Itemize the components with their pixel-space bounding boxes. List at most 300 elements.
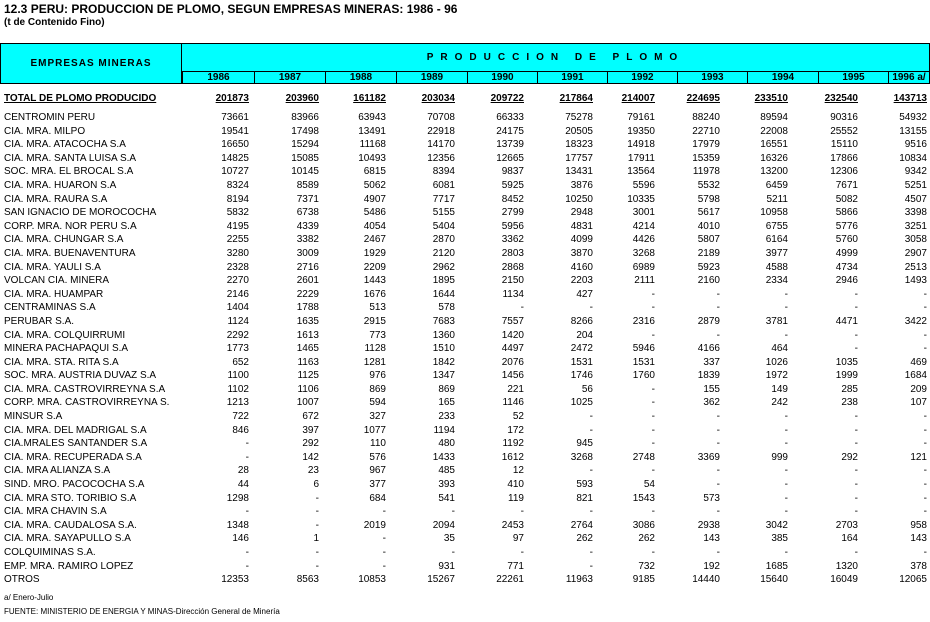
value-cell: 3042 [765, 519, 788, 531]
value-cell: 2938 [697, 519, 720, 531]
value-cell: - [854, 411, 858, 423]
value-cell: 22261 [496, 574, 524, 586]
company-name: CIA. MRA. YAULI S.A [4, 261, 101, 273]
table-row [0, 206, 930, 220]
value-cell: - [589, 302, 593, 314]
value-cell: 3870 [570, 247, 593, 259]
value-cell: 1192 [502, 438, 524, 450]
value-cell: 97 [512, 533, 524, 545]
value-cell: 11963 [565, 574, 593, 586]
value-cell: 6989 [632, 261, 655, 273]
value-cell: 1929 [363, 247, 386, 259]
value-cell: 5798 [697, 193, 720, 205]
table-row [0, 519, 930, 533]
value-cell: 1102 [227, 383, 249, 395]
value-cell: 2111 [634, 275, 655, 287]
value-cell: - [716, 438, 720, 450]
value-cell: - [854, 506, 858, 518]
value-cell: 2962 [432, 261, 455, 273]
value-cell: 3977 [765, 247, 788, 259]
value-cell: - [651, 465, 655, 477]
value-cell: 1320 [835, 560, 858, 572]
value-cell: - [651, 288, 655, 300]
header-year: 1990 [467, 71, 537, 84]
company-name: CIA.MRALES SANTANDER S.A [4, 438, 148, 450]
value-cell: 1163 [297, 356, 319, 368]
value-cell: 2150 [501, 275, 524, 287]
value-cell: 1348 [226, 519, 249, 531]
value-cell: - [784, 288, 788, 300]
value-cell: - [451, 547, 455, 558]
value-cell: 79161 [627, 112, 655, 123]
value-cell: 8194 [226, 193, 249, 205]
company-name: COLQUIMINAS S.A. [4, 547, 96, 558]
value-cell: 292 [841, 451, 858, 463]
value-cell: 14170 [427, 139, 455, 151]
value-cell: 1360 [432, 329, 455, 341]
value-cell: 121 [910, 451, 927, 463]
value-cell: 201873 [215, 93, 249, 104]
header-empresas: EMPRESAS MINERAS [0, 43, 182, 84]
value-cell: 4195 [226, 220, 249, 232]
value-cell: 10145 [291, 166, 319, 178]
value-cell: 2870 [432, 234, 455, 246]
value-cell: 2868 [501, 261, 524, 273]
table-row [0, 464, 930, 478]
company-name: CIA. MRA. HUAMPAR [4, 288, 104, 300]
value-cell: 25552 [830, 125, 858, 137]
value-cell: 17979 [692, 139, 720, 151]
value-cell: 1613 [296, 329, 319, 341]
value-cell: 70708 [427, 112, 455, 123]
value-cell: 2748 [632, 451, 655, 463]
value-cell: 4054 [363, 220, 386, 232]
value-cell: - [923, 329, 927, 341]
value-cell: 146 [232, 533, 249, 545]
table-row [0, 478, 930, 492]
value-cell: 10853 [358, 574, 386, 586]
table-row [0, 288, 930, 302]
company-name: PERUBAR S.A. [4, 315, 75, 327]
company-name: SOC. MRA. AUSTRIA DUVAZ S.A [4, 370, 157, 382]
value-cell: 4099 [570, 234, 593, 246]
company-name: OTROS [4, 574, 40, 586]
value-cell: 1684 [904, 370, 927, 382]
value-cell: 5925 [501, 179, 524, 191]
value-cell: 12 [512, 465, 524, 477]
value-cell: 23 [307, 465, 319, 477]
value-cell: 73661 [221, 112, 249, 123]
value-cell: 221 [507, 383, 524, 395]
value-cell: 573 [703, 492, 720, 504]
table-row [0, 410, 930, 424]
value-cell: 1213 [226, 397, 249, 409]
page-title: 12.3 PERU: PRODUCCION DE PLOMO, SEGUN EMPRESAS MINERAS: 1986 - 96 [4, 2, 458, 16]
value-cell: 204 [576, 329, 593, 341]
value-cell: - [315, 492, 319, 504]
footnote: a/ Enero-Julio [4, 593, 54, 602]
value-cell: - [245, 438, 249, 450]
header-year: 1986 [182, 71, 254, 84]
value-cell: - [589, 506, 593, 518]
value-cell: 9516 [904, 139, 927, 151]
value-cell: - [520, 506, 524, 518]
value-cell: - [382, 533, 386, 545]
value-cell: - [923, 424, 927, 436]
value-cell: 1531 [570, 356, 593, 368]
value-cell: 1895 [432, 275, 455, 287]
value-cell: 652 [232, 356, 249, 368]
value-cell: - [651, 547, 655, 558]
value-cell: 143 [910, 533, 927, 545]
value-cell: 1404 [226, 302, 249, 314]
value-cell: - [784, 506, 788, 518]
table-row [0, 138, 930, 152]
value-cell: 821 [576, 492, 593, 504]
value-cell: - [923, 465, 927, 477]
table-row [0, 505, 930, 519]
value-cell: - [651, 506, 655, 518]
value-cell: 2203 [570, 275, 593, 287]
value-cell: 999 [771, 451, 788, 463]
header-year: 1987 [254, 71, 325, 84]
company-name: CIA. MRA STO. TORIBIO S.A [4, 492, 137, 504]
company-name: CIA. MRA. HUARON S.A [4, 179, 117, 191]
value-cell: 13739 [496, 139, 524, 151]
value-cell: - [589, 465, 593, 477]
value-cell: 8394 [432, 166, 455, 178]
value-cell: - [854, 479, 858, 491]
value-cell: - [854, 329, 858, 341]
value-cell: 2703 [835, 519, 858, 531]
value-cell: 2094 [432, 519, 455, 531]
value-cell: 3009 [296, 247, 319, 259]
value-cell: 672 [302, 411, 319, 423]
value-cell: - [520, 302, 524, 314]
value-cell: 15267 [427, 574, 455, 586]
value-cell: 732 [638, 560, 655, 572]
value-cell: 2453 [501, 519, 524, 531]
value-cell: 967 [369, 465, 386, 477]
value-cell: - [651, 302, 655, 314]
value-cell: 4907 [363, 193, 386, 205]
company-name: CORP. MRA. CASTROVIRREYNA S. [4, 397, 170, 409]
value-cell: 3268 [632, 247, 655, 259]
value-cell: 6 [313, 479, 319, 491]
value-cell: - [923, 302, 927, 314]
value-cell: 19350 [627, 125, 655, 137]
value-cell: 19541 [221, 125, 249, 137]
value-cell: 203960 [285, 93, 319, 104]
source-note: FUENTE: MINISTERIO DE ENERGIA Y MINAS-Dirección General de Minería [4, 607, 280, 616]
value-cell: 6815 [363, 166, 386, 178]
value-cell: 10958 [760, 207, 788, 219]
table-row [0, 247, 930, 261]
value-cell: 192 [703, 560, 720, 572]
table-row [0, 111, 930, 125]
value-cell: 2907 [904, 247, 927, 259]
value-cell: 9837 [501, 166, 524, 178]
value-cell: 2334 [765, 275, 788, 287]
table-row [0, 546, 930, 560]
value-cell: - [589, 560, 593, 572]
value-cell: 869 [438, 383, 455, 395]
value-cell: - [315, 506, 319, 518]
value-cell: - [854, 465, 858, 477]
value-cell: - [854, 302, 858, 314]
value-cell: 1125 [297, 370, 319, 382]
value-cell: 773 [369, 329, 386, 341]
value-cell: 3398 [904, 207, 927, 219]
value-cell: - [854, 438, 858, 450]
value-cell: 12665 [496, 152, 524, 164]
company-name: CIA. MRA. CASTROVIRREYNA S.A [4, 383, 166, 395]
value-cell: 5532 [697, 179, 720, 191]
value-cell: 5596 [632, 179, 655, 191]
value-cell: 869 [369, 383, 386, 395]
value-cell: - [716, 329, 720, 341]
value-cell: 63943 [358, 112, 386, 123]
page-subtitle: (t de Contenido Fino) [4, 17, 105, 28]
value-cell: 5155 [432, 207, 455, 219]
value-cell: - [854, 547, 858, 558]
company-name: CIA. MRA. STA. RITA S.A [4, 356, 119, 368]
value-cell: 6755 [765, 220, 788, 232]
company-name: CENTRAMINAS S.A [4, 302, 96, 314]
value-cell: 13491 [358, 125, 386, 137]
value-cell: - [784, 302, 788, 314]
value-cell: 5923 [697, 261, 720, 273]
value-cell: 1465 [296, 343, 319, 355]
value-cell: 16049 [830, 574, 858, 586]
value-cell: 846 [232, 424, 249, 436]
value-cell: 2879 [697, 315, 720, 327]
value-cell: 1999 [835, 370, 858, 382]
value-cell: 1298 [226, 492, 249, 504]
table-row [0, 193, 930, 207]
value-cell: 1007 [296, 397, 319, 409]
value-cell: 9185 [632, 574, 655, 586]
table-row [0, 573, 930, 587]
value-cell: 12356 [427, 152, 455, 164]
value-cell: - [923, 492, 927, 504]
value-cell: 2716 [296, 261, 319, 273]
value-cell: - [716, 302, 720, 314]
value-cell: 1773 [226, 343, 249, 355]
table-row [0, 301, 930, 315]
value-cell: - [854, 343, 858, 355]
value-cell: 66333 [496, 112, 524, 123]
value-cell: 1676 [363, 288, 386, 300]
table-row [0, 315, 930, 329]
value-cell: 217864 [559, 93, 593, 104]
company-name: CIA. MRA. DEL MADRIGAL S.A [4, 424, 147, 436]
company-name: CORP. MRA. NOR PERU S.A [4, 220, 137, 232]
value-cell: 541 [438, 492, 455, 504]
value-cell: 5082 [835, 193, 858, 205]
table-row [0, 261, 930, 275]
value-cell: 1134 [502, 288, 524, 300]
value-cell: - [716, 506, 720, 518]
value-cell: 594 [369, 397, 386, 409]
value-cell: 513 [369, 302, 386, 314]
value-cell: 378 [910, 560, 927, 572]
company-name: CIA. MRA. RAURA S.A [4, 193, 108, 205]
value-cell: - [589, 547, 593, 558]
value-cell: 1644 [432, 288, 455, 300]
value-cell: 393 [438, 479, 455, 491]
value-cell: - [784, 479, 788, 491]
header-year: 1994 [747, 71, 818, 84]
table-row [0, 329, 930, 343]
value-cell: 7557 [501, 315, 524, 327]
company-name: SIND. MRO. PACOCOCHA S.A [4, 479, 145, 491]
value-cell: 16326 [760, 152, 788, 164]
value-cell: - [651, 397, 655, 409]
value-cell: 4010 [697, 220, 720, 232]
value-cell: - [589, 411, 593, 423]
table-row [0, 560, 930, 574]
value-cell: 2472 [570, 343, 593, 355]
value-cell: 327 [369, 411, 386, 423]
value-cell: 7717 [432, 193, 455, 205]
table-row [0, 383, 930, 397]
value-cell: 22710 [692, 125, 720, 137]
value-cell: 28 [237, 465, 249, 477]
value-cell: 3280 [226, 247, 249, 259]
value-cell: 17911 [627, 152, 655, 164]
value-cell: 7683 [432, 315, 455, 327]
value-cell: - [315, 547, 319, 558]
table-row [0, 437, 930, 451]
value-cell: 56 [581, 383, 593, 395]
company-name: SAN IGNACIO DE MOROCOCHA [4, 207, 157, 219]
value-cell: 1685 [765, 560, 788, 572]
table-row [0, 274, 930, 288]
value-cell: 2189 [697, 247, 720, 259]
value-cell: 143 [703, 533, 720, 545]
value-cell: 5617 [697, 207, 720, 219]
value-cell: 4426 [632, 234, 655, 246]
value-cell: 1510 [432, 343, 455, 355]
table-row [0, 356, 930, 370]
value-cell: 2467 [363, 234, 386, 246]
value-cell: 3382 [296, 234, 319, 246]
value-cell: 1347 [432, 370, 455, 382]
value-cell: 1493 [904, 275, 927, 287]
value-cell: - [923, 479, 927, 491]
header-years [182, 71, 930, 84]
header-year: 1996 a/ [888, 71, 930, 84]
value-cell: 5956 [501, 220, 524, 232]
company-name: MINSUR S.A [4, 411, 63, 423]
value-cell: - [245, 560, 249, 572]
value-cell: 485 [438, 465, 455, 477]
value-cell: 480 [438, 438, 455, 450]
value-cell: 578 [438, 302, 455, 314]
value-cell: 1443 [363, 275, 386, 287]
value-cell: 2513 [904, 261, 927, 273]
value-cell: 3086 [632, 519, 655, 531]
value-cell: 1433 [432, 451, 455, 463]
value-cell: 10335 [627, 193, 655, 205]
value-cell: 2209 [363, 261, 386, 273]
value-cell: - [784, 411, 788, 423]
value-cell: - [784, 438, 788, 450]
value-cell: 3369 [697, 451, 720, 463]
value-cell: 3781 [765, 315, 788, 327]
value-cell: - [784, 424, 788, 436]
value-cell: 165 [438, 397, 455, 409]
value-cell: 576 [369, 451, 386, 463]
value-cell: - [245, 506, 249, 518]
value-cell: 4734 [835, 261, 858, 273]
value-cell: - [784, 492, 788, 504]
value-cell: 1788 [296, 302, 319, 314]
value-cell: 8563 [296, 574, 319, 586]
value-cell: 6081 [432, 179, 455, 191]
table-row [0, 165, 930, 179]
value-cell: 15110 [830, 139, 858, 151]
value-cell: 2799 [501, 207, 524, 219]
table-row [0, 342, 930, 356]
value-cell: 4507 [904, 193, 927, 205]
value-cell: 3251 [904, 220, 927, 232]
value-cell: 20505 [565, 125, 593, 137]
value-cell: 22008 [760, 125, 788, 137]
header-year: 1992 [607, 71, 677, 84]
value-cell: 722 [232, 411, 249, 423]
value-cell: - [716, 479, 720, 491]
value-cell: 10834 [899, 152, 927, 164]
value-cell: 1543 [632, 492, 655, 504]
value-cell: 1128 [364, 343, 386, 355]
header-year: 1991 [537, 71, 607, 84]
value-cell: 17757 [565, 152, 593, 164]
value-cell: - [923, 506, 927, 518]
value-cell: 1035 [835, 356, 858, 368]
value-cell: - [716, 288, 720, 300]
value-cell: 1106 [297, 383, 319, 395]
value-cell: 16650 [221, 139, 249, 151]
value-cell: 4166 [697, 343, 720, 355]
table-body [0, 91, 930, 587]
value-cell: 149 [771, 383, 788, 395]
value-cell: 2601 [296, 275, 319, 287]
value-cell: 8589 [296, 179, 319, 191]
value-cell: 5866 [835, 207, 858, 219]
value-cell: 35 [443, 533, 455, 545]
value-cell: - [382, 506, 386, 518]
value-cell: 14825 [221, 152, 249, 164]
value-cell: - [923, 343, 927, 355]
value-cell: 2948 [570, 207, 593, 219]
value-cell: 15085 [291, 152, 319, 164]
value-cell: 958 [910, 519, 927, 531]
value-cell: 1420 [501, 329, 524, 341]
value-cell: 2803 [501, 247, 524, 259]
value-cell: 1456 [501, 370, 524, 382]
value-cell: 4214 [632, 220, 655, 232]
value-cell: 2160 [697, 275, 720, 287]
value-cell: 172 [507, 424, 524, 436]
value-cell: 2270 [226, 275, 249, 287]
value-cell: 119 [508, 492, 524, 504]
value-cell: 44 [237, 479, 249, 491]
value-cell: 4588 [765, 261, 788, 273]
value-cell: 155 [703, 383, 720, 395]
value-cell: 143713 [893, 93, 927, 104]
